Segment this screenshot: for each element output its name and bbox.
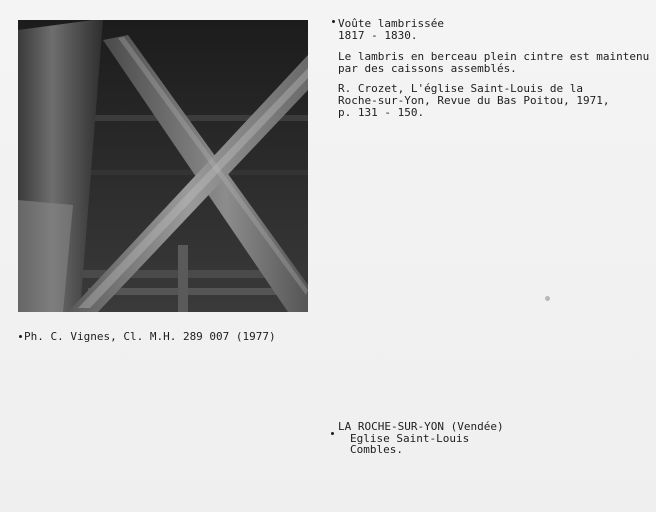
title-text: Voûte lambrissée <box>338 17 444 30</box>
location-part: Combles. <box>350 443 403 456</box>
bullet-dot <box>332 20 335 23</box>
paper-speck <box>545 296 550 301</box>
note-line-1: Le lambris en berceau plein cintre est maintenu <box>338 50 650 63</box>
attic-timber-photo <box>18 20 308 312</box>
bullet-dot <box>331 432 334 435</box>
location-building: Eglise Saint-Louis <box>350 432 470 445</box>
reference-line-3: p. 131 - 150. <box>338 106 425 119</box>
bullet-dot <box>19 335 22 338</box>
location-town: LA ROCHE-SUR-YON (Vendée) <box>338 420 504 433</box>
reference-line-2: Roche-sur-Yon, Revue du Bas Poitou, 1971, <box>338 94 610 107</box>
note-line-2: par des caissons assemblés. <box>338 62 517 75</box>
dates-text: 1817 - 1830. <box>338 29 418 42</box>
photo-credit: Ph. C. Vignes, Cl. M.H. 289 007 (1977) <box>24 330 276 343</box>
reference-line-1: R. Crozet, L'église Saint-Louis de la <box>338 82 584 95</box>
